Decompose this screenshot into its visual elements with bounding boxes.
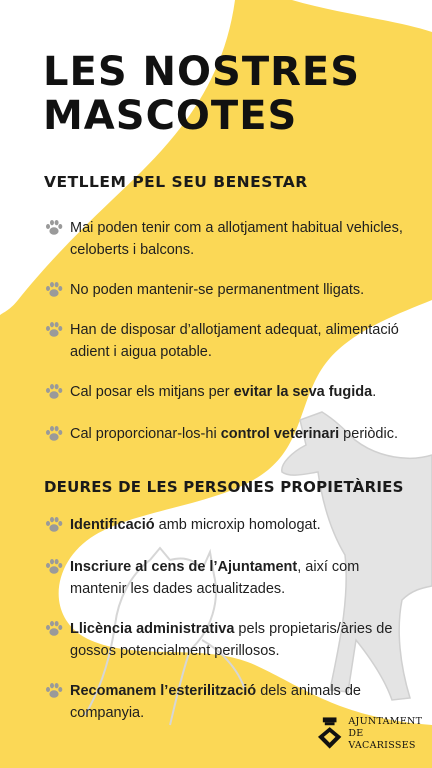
item-text: Han de disposar d’allotjament adequat, alimentació adient i aigua potable. bbox=[70, 322, 399, 360]
title-line-1: LES NOSTRES bbox=[43, 49, 361, 95]
section-heading-welfare: VETLLEM PEL SEU BENESTAR bbox=[44, 173, 308, 191]
page-title bbox=[43, 50, 360, 138]
paw-icon bbox=[44, 557, 64, 577]
white-blob-top bbox=[0, 0, 235, 315]
list-item bbox=[44, 319, 416, 363]
item-text: Recomanem l’esterilització dels animals de companyia. bbox=[70, 683, 361, 721]
list-item bbox=[44, 423, 416, 445]
item-text: Mai poden tenir com a allotjament habitual vehicles, celoberts i balcons. bbox=[70, 220, 403, 258]
section-heading-owner-duties: DEURES DE LES PERSONES PROPIETÀRIES bbox=[44, 478, 404, 496]
logo-line-2: DE VACARISSES bbox=[348, 728, 416, 751]
paw-icon bbox=[44, 515, 64, 535]
paw-icon bbox=[44, 320, 64, 340]
list-item bbox=[44, 279, 416, 301]
logo-line-1: AJUNTAMENT bbox=[348, 716, 423, 727]
paw-icon bbox=[44, 681, 64, 701]
white-blob-corner bbox=[292, 0, 432, 32]
title-line-2: MASCOTES bbox=[43, 93, 298, 139]
list-item bbox=[44, 618, 416, 662]
item-text: Identificació amb microxip homologat. bbox=[70, 517, 321, 533]
item-text: Llicència administrativa pels propietaris/àries de gossos potencialment perillosos. bbox=[70, 621, 393, 659]
paw-icon bbox=[44, 382, 64, 402]
paw-icon bbox=[44, 619, 64, 639]
paw-icon bbox=[44, 218, 64, 238]
paw-icon bbox=[44, 280, 64, 300]
list-item bbox=[44, 556, 416, 600]
item-text: Cal posar els mitjans per evitar la seva fugida. bbox=[70, 384, 377, 400]
logo-text bbox=[348, 716, 432, 752]
list-item bbox=[44, 514, 416, 536]
paw-icon bbox=[44, 424, 64, 444]
item-text: Cal proporcionar-los-hi control veterinari periòdic. bbox=[70, 426, 398, 442]
list-item bbox=[44, 217, 416, 261]
list-item bbox=[44, 381, 416, 403]
coat-of-arms-icon bbox=[317, 717, 342, 751]
item-text: Inscriure al cens de l’Ajuntament, així com mantenir les dades actualitzades. bbox=[70, 559, 360, 597]
municipality-logo bbox=[317, 716, 432, 752]
item-text: No poden mantenir-se permanentment lligats. bbox=[70, 282, 365, 298]
